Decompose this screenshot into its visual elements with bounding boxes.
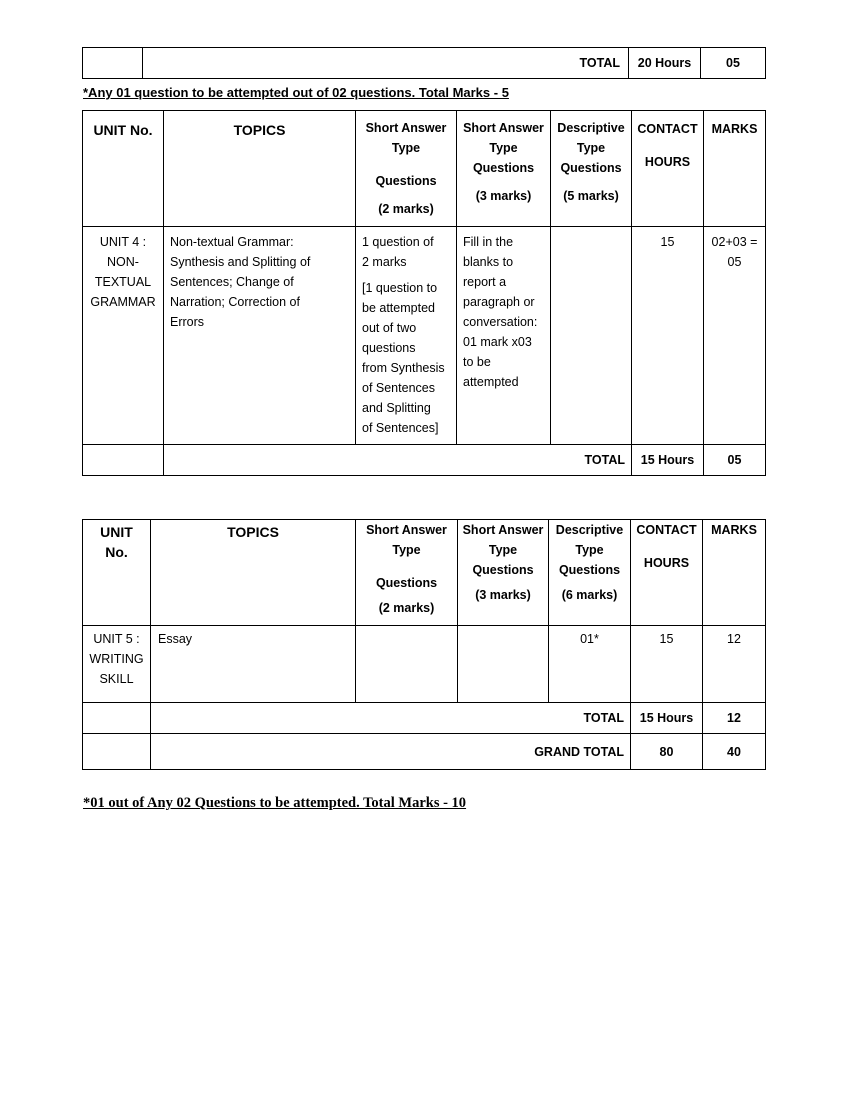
text-line: Fill in the xyxy=(463,235,514,249)
header-label: Questions xyxy=(375,576,438,590)
text-line: and Splitting xyxy=(362,401,431,415)
header-label: Type xyxy=(575,543,604,557)
header-label: Type xyxy=(489,141,518,155)
text-line: 2 marks xyxy=(362,255,407,269)
header-label: Type xyxy=(488,543,518,557)
header-label: CONTACT xyxy=(636,523,697,537)
unit4-total-label: TOTAL xyxy=(164,445,632,476)
header-label: HOURS xyxy=(643,556,690,570)
text-line: report a xyxy=(463,275,507,289)
header-label: UNIT xyxy=(100,524,133,540)
header-label: CONTACT xyxy=(637,122,698,136)
text-line: attempted xyxy=(463,375,519,389)
top-total-marks: 05 xyxy=(701,48,766,79)
header-topics: TOPICS xyxy=(164,111,356,227)
unit4-short-answer-3 xyxy=(457,227,551,445)
unit-line: TEXTUAL xyxy=(94,275,152,289)
header-short-answer-2 xyxy=(356,520,458,626)
header-unit-no xyxy=(83,520,151,626)
header-contact-hours xyxy=(631,520,703,626)
text-line: of Sentences] xyxy=(362,421,439,435)
header-marks: MARKS xyxy=(703,520,766,626)
unit-line: SKILL xyxy=(99,672,134,686)
header-label: (5 marks) xyxy=(563,189,619,203)
unit5-table xyxy=(82,519,766,770)
text-line: of Sentences xyxy=(362,381,435,395)
text-line: paragraph or xyxy=(463,295,535,309)
unit5-topics: Essay xyxy=(151,626,356,703)
header-label: Questions xyxy=(375,174,437,188)
header-topics: TOPICS xyxy=(151,520,356,626)
text-line: conversation: xyxy=(463,315,538,329)
grand-total-hours: 80 xyxy=(631,734,703,770)
header-label: (3 marks) xyxy=(475,588,531,602)
total-empty-cell xyxy=(83,445,164,476)
unit5-total-marks: 12 xyxy=(703,703,766,734)
topic-line: Narration; Correction of xyxy=(170,295,300,309)
header-contact-hours xyxy=(632,111,704,227)
header-unit-no: UNIT No. xyxy=(83,111,164,227)
unit4-total-hours: 15 Hours xyxy=(632,445,704,476)
marks-line: 02+03 = xyxy=(711,235,758,249)
unit5-hours: 15 xyxy=(631,626,703,703)
unit4-cell xyxy=(83,227,164,445)
text-line: questions xyxy=(362,341,416,355)
header-label: Questions xyxy=(560,161,622,175)
header-label: Type xyxy=(576,141,606,155)
topic-line: Synthesis and Splitting of xyxy=(170,255,311,269)
top-empty-cell xyxy=(83,48,143,79)
total-empty-cell xyxy=(83,703,151,734)
unit5-total-hours: 15 Hours xyxy=(631,703,703,734)
header-label: Questions xyxy=(472,563,534,577)
unit4-topics xyxy=(164,227,356,445)
text-line: 1 question of xyxy=(362,235,434,249)
unit-line: UNIT 4 : xyxy=(99,235,147,249)
header-descriptive xyxy=(551,111,632,227)
top-total-table xyxy=(82,47,766,79)
topic-line: Non-textual Grammar: xyxy=(170,235,294,249)
header-label: (3 marks) xyxy=(475,189,532,203)
header-label: Questions xyxy=(558,563,621,577)
unit-line: NON- xyxy=(107,255,139,269)
top-total-hours: 20 Hours xyxy=(629,48,701,79)
unit4-table xyxy=(82,110,766,476)
header-label: Short Answer xyxy=(462,523,544,537)
header-label: Short Answer xyxy=(365,121,447,135)
header-label: Type xyxy=(392,543,421,557)
grand-total-empty-cell xyxy=(83,734,151,770)
header-label: Short Answer xyxy=(366,523,447,537)
unit5-total-label: TOTAL xyxy=(151,703,631,734)
unit4-hours: 15 xyxy=(632,227,704,445)
header-marks: MARKS xyxy=(704,111,766,227)
top-total-label: TOTAL xyxy=(143,48,629,79)
marks-line: 05 xyxy=(727,255,742,269)
header-short-answer-3 xyxy=(457,111,551,227)
note-unit4: *Any 01 question to be attempted out of 02 questions. Total Marks - 5 xyxy=(83,85,509,100)
header-label: (2 marks) xyxy=(378,202,434,216)
text-line: blanks to xyxy=(463,255,514,269)
unit-line: WRITING xyxy=(89,652,144,666)
unit4-total-marks: 05 xyxy=(704,445,766,476)
header-label: Short Answer xyxy=(463,121,544,135)
header-label: Descriptive xyxy=(557,121,625,135)
unit4-marks xyxy=(704,227,766,445)
header-short-answer-2 xyxy=(356,111,457,227)
unit5-short-answer-2 xyxy=(356,626,458,703)
topic-line: Errors xyxy=(170,315,205,329)
unit5-descriptive: 01* xyxy=(549,626,631,703)
grand-total-marks: 40 xyxy=(703,734,766,770)
header-short-answer-3 xyxy=(458,520,549,626)
header-label: No. xyxy=(105,544,128,560)
text-line: be attempted xyxy=(362,301,435,315)
unit-line: UNIT 5 : xyxy=(93,632,140,646)
header-label: (6 marks) xyxy=(561,588,618,602)
note-unit5: *01 out of Any 02 Questions to be attempted. Total Marks - 10 xyxy=(83,795,467,811)
unit4-descriptive xyxy=(551,227,632,445)
header-label: Questions xyxy=(472,161,535,175)
text-line: from Synthesis xyxy=(362,361,445,375)
text-line: out of two xyxy=(362,321,417,335)
unit5-marks: 12 xyxy=(703,626,766,703)
text-line: to be xyxy=(463,355,491,369)
unit5-cell xyxy=(83,626,151,703)
header-label: Type xyxy=(391,141,421,155)
header-label: Descriptive xyxy=(555,523,624,537)
text-line: 01 mark x03 xyxy=(463,335,532,349)
header-label: (2 marks) xyxy=(378,601,435,615)
unit-line: GRAMMAR xyxy=(90,295,156,309)
topic-line: Sentences; Change of xyxy=(170,275,294,289)
header-descriptive xyxy=(549,520,631,626)
unit4-short-answer-2 xyxy=(356,227,457,445)
text-line: [1 question to xyxy=(362,281,438,295)
unit5-short-answer-3 xyxy=(458,626,549,703)
header-label: HOURS xyxy=(644,155,691,169)
grand-total-label: GRAND TOTAL xyxy=(151,734,631,770)
